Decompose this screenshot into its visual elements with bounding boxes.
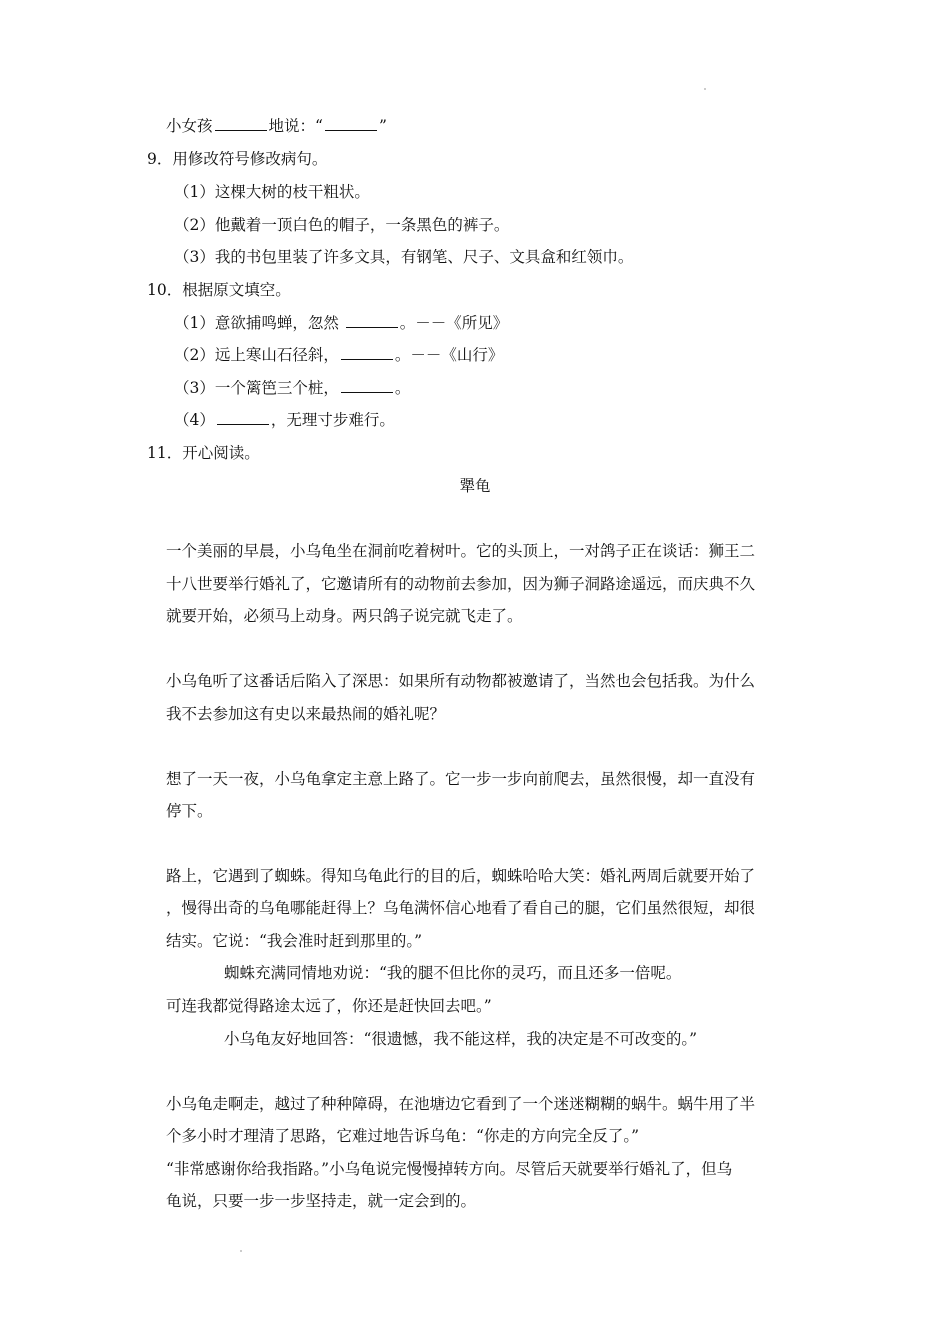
q10-item-after: 。	[394, 379, 411, 397]
story-line: 蜘蛛充满同情地劝说：“我的腿不但比你的灵巧，而且还多一倍呢。	[224, 964, 682, 982]
q9-item: （1）这棵大树的枝干粗状。	[174, 183, 370, 201]
q9-heading: 9．用修改符号修改病句。	[147, 150, 328, 168]
q8-middle: 地说：“	[268, 117, 323, 135]
q10-item-2	[174, 345, 503, 365]
page-mark	[240, 1250, 242, 1252]
q10-item-before: （1）意欲捕鸣蝉，忽然	[174, 314, 344, 332]
q10-item-before: （3）一个篱笆三个桩，	[174, 379, 339, 397]
q9-item: （2）他戴着一顶白色的帽子，一条黑色的裤子。	[174, 216, 510, 234]
story-line: 小乌龟听了这番话后陷入了深思：如果所有动物都被邀请了，当然也会包括我。为什么	[166, 672, 756, 690]
q10-item-after: ，无理寸步难行。	[270, 411, 395, 429]
q10-item-after: 。－－《山行》	[394, 346, 504, 364]
story-line: 想了一天一夜，小乌龟拿定主意上路了。它一步一步向前爬去，虽然很慢，却一直没有	[166, 770, 756, 788]
story-line: 停下。	[166, 802, 213, 820]
answer-blank[interactable]	[217, 410, 269, 425]
q10-item-1	[174, 313, 508, 333]
story-line: 我不去参加这有史以来最热闹的婚礼呢？	[166, 705, 446, 723]
q10-item-4	[174, 410, 395, 430]
q9-item: （3）我的书包里装了许多文具，有钢笔、尺子、文具盒和红领巾。	[174, 248, 634, 266]
story-line: 龟说，只要一步一步坚持走，就一定会到的。	[166, 1192, 477, 1210]
answer-blank[interactable]	[325, 116, 377, 131]
story-line: 小乌龟友好地回答：“很遗憾，我不能这样，我的决定是不可改变的。”	[224, 1030, 698, 1048]
story-title: 犟龟	[459, 477, 491, 495]
story-line: 路上，它遇到了蜘蛛。得知乌龟此行的目的后，蜘蛛哈哈大笑：婚礼两周后就要开始了	[166, 867, 756, 885]
story-line: 个多小时才理清了思路，它难过地告诉乌龟：“你走的方向完全反了。”	[166, 1127, 640, 1145]
story-line: 就要开始，必须马上动身。两只鸽子说完就飞走了。	[166, 607, 523, 625]
answer-blank[interactable]	[341, 345, 393, 360]
story-line: 可连我都觉得路途太远了，你还是赶快回去吧。”	[166, 997, 492, 1015]
story-line: 一个美丽的早晨，小乌龟坐在洞前吃着树叶。它的头顶上，一对鸽子正在谈话：狮王二	[166, 542, 756, 560]
q8-prefix: 小女孩	[166, 117, 213, 135]
q11-heading: 11．开心阅读。	[147, 444, 260, 462]
q8-tail-line	[166, 116, 387, 136]
story-line: 结实。它说：“我会准时赶到那里的。”	[166, 932, 423, 950]
page-mark	[704, 88, 706, 90]
q10-item-3	[174, 378, 410, 398]
answer-blank[interactable]	[341, 378, 393, 393]
story-line: 小乌龟走啊走，越过了种种障碍，在池塘边它看到了一个迷迷糊糊的蜗牛。蜗牛用了半	[166, 1095, 756, 1113]
q10-item-before: （2）远上寒山石径斜，	[174, 346, 339, 364]
q10-item-after: 。－－《所见》	[399, 314, 509, 332]
answer-blank[interactable]	[346, 313, 398, 328]
answer-blank[interactable]	[215, 116, 267, 131]
story-line: “非常感谢你给我指路。”小乌龟说完慢慢掉转方向。尽管后天就要举行婚礼了，但乌	[166, 1160, 733, 1178]
story-line: 十八世要举行婚礼了，它邀请所有的动物前去参加，因为狮子洞路途遥远，而庆典不久	[166, 575, 756, 593]
q10-item-before: （4）	[174, 411, 215, 429]
story-line: ，慢得出奇的乌龟哪能赶得上？乌龟满怀信心地看了看自己的腿，它们虽然很短，却很	[166, 899, 756, 917]
q10-heading: 10．根据原文填空。	[147, 281, 291, 299]
q8-suffix: ”	[378, 117, 387, 135]
